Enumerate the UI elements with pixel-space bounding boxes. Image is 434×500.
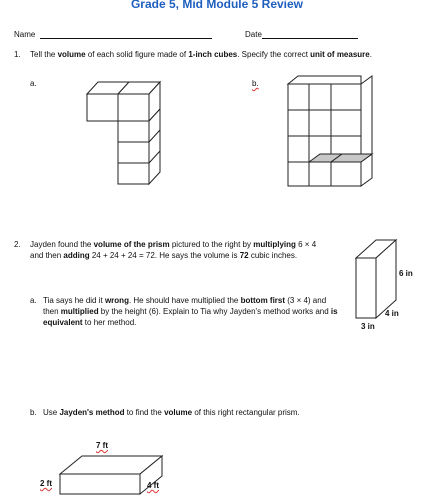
prism1-depth-label: 4 in (385, 309, 399, 318)
q1-part-b-label: b. (252, 79, 259, 88)
prism1-width-label: 3 in (361, 322, 375, 331)
prism2-length-label: 7 ft (96, 441, 108, 450)
prism1-height-label: 6 in (399, 269, 413, 278)
prism2-height-label: 2 ft (40, 479, 52, 488)
q1-number: 1. (14, 50, 21, 59)
q2-part-b-label: b. (30, 408, 37, 417)
q2-number: 2. (14, 240, 21, 249)
q2-part-b-text: Use Jayden's method to find the volume of this right rectangular prism. (43, 408, 300, 417)
prism2-depth-label: 4 ft (147, 481, 159, 490)
q2-part-a-label: a. (30, 296, 37, 305)
q1-part-a-label: a. (30, 79, 37, 88)
page-title: Grade 5, Mid Module 5 Review (130, 0, 304, 11)
q1-text: Tell the volume of each solid figure made of 1-inch cubes. Specify the correct unit of measure. (30, 50, 372, 59)
q2-intro: Jayden found the volume of the prism pictured to the right by multiplying 6 × 4 and then adding 24 + 24 + 24 = 72. He says the volume is 72 cubic inches. (30, 240, 317, 260)
name-label: Name (14, 30, 36, 39)
date-label: Date (245, 30, 262, 39)
q2-part-a-text: Tia says he did it wrong. He should have multiplied the bottom first (3 × 4) and then multiplied by the height (6). Explain to Tia why Jayden's method works and is equivalent to her method. (43, 296, 338, 327)
